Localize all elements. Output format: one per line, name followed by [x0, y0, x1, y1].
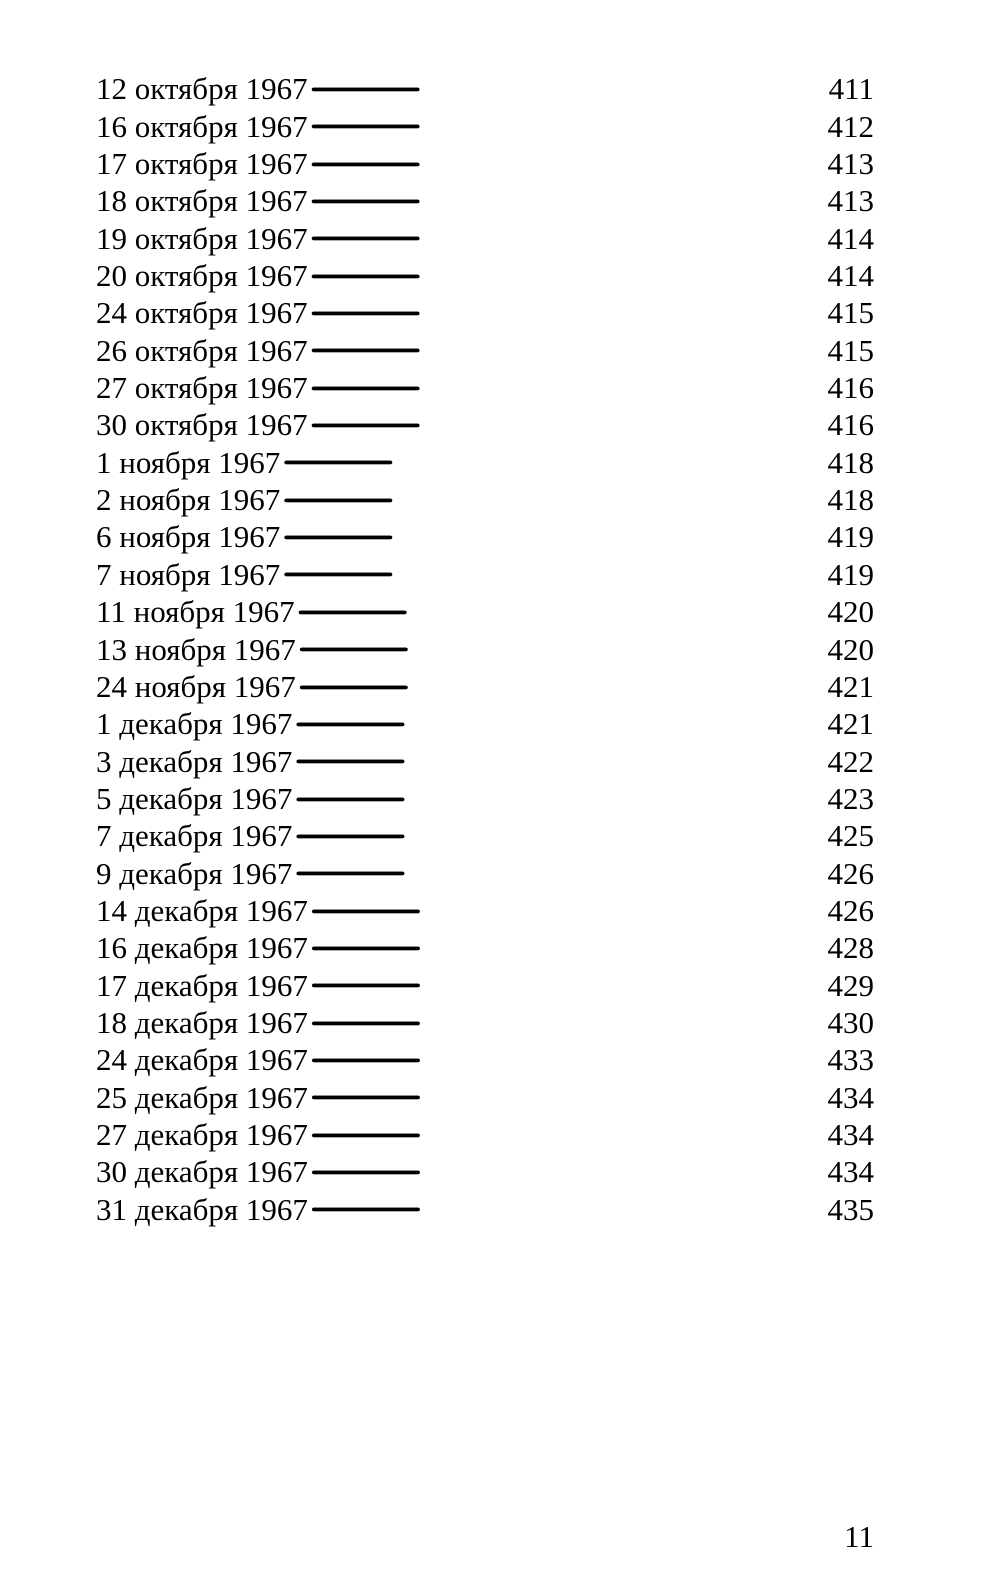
toc-entry-title: 16 октября 1967 — [96, 108, 308, 144]
dot-leader — [282, 547, 820, 584]
dot-leader — [310, 62, 820, 99]
toc-entry-page: 420 — [827, 594, 874, 630]
dot-leader — [310, 286, 820, 323]
toc-entry-page: 425 — [827, 818, 874, 854]
toc-entry-title: 12 октября 1967 — [96, 71, 308, 107]
toc-entry-page: 419 — [827, 556, 874, 592]
page-number: 11 — [844, 1519, 874, 1554]
toc-entry-title: 7 ноября 1967 — [96, 556, 281, 592]
toc-entry-page: 413 — [827, 183, 874, 219]
table-of-contents — [96, 62, 874, 1227]
toc-entry-title: 16 декабря 1967 — [96, 930, 308, 966]
dot-leader — [310, 361, 820, 398]
toc-entry-page: 423 — [827, 780, 874, 816]
toc-entry-page: 428 — [827, 930, 874, 966]
dot-leader — [310, 958, 820, 995]
toc-entry-title: 30 декабря 1967 — [96, 1154, 308, 1190]
toc-entry-page: 433 — [827, 1042, 874, 1078]
toc-entry-title: 5 декабря 1967 — [96, 780, 293, 816]
toc-entry-page: 426 — [827, 855, 874, 891]
toc-entry-page: 414 — [827, 258, 874, 294]
toc-entry-page: 421 — [827, 668, 874, 704]
toc-entry-page: 416 — [827, 407, 874, 443]
toc-entry-page: 412 — [827, 108, 874, 144]
dot-leader — [294, 697, 820, 734]
toc-entry[interactable] — [96, 62, 874, 107]
dot-leader — [294, 846, 820, 883]
toc-entry-title: 3 декабря 1967 — [96, 743, 293, 779]
dot-leader — [298, 622, 820, 659]
toc-entry-title: 17 октября 1967 — [96, 146, 308, 182]
toc-entry-title: 1 декабря 1967 — [96, 706, 293, 742]
toc-entry-title: 20 октября 1967 — [96, 258, 308, 294]
toc-entry-title: 7 декабря 1967 — [96, 818, 293, 854]
toc-entry-title: 6 ноября 1967 — [96, 519, 281, 555]
toc-entry-page: 419 — [827, 519, 874, 555]
dot-leader — [310, 137, 820, 174]
toc-entry-title: 9 декабря 1967 — [96, 855, 293, 891]
dot-leader — [310, 249, 820, 286]
toc-entry-page: 422 — [827, 743, 874, 779]
toc-entry-title: 24 ноября 1967 — [96, 668, 296, 704]
dot-leader — [294, 734, 820, 771]
toc-entry-title: 27 декабря 1967 — [96, 1116, 308, 1152]
toc-entry-title: 24 октября 1967 — [96, 295, 308, 331]
toc-entry-page: 434 — [827, 1116, 874, 1152]
dot-leader — [310, 99, 820, 136]
toc-entry-page: 414 — [827, 220, 874, 256]
toc-entry-title: 25 декабря 1967 — [96, 1079, 308, 1115]
toc-entry-page: 429 — [827, 967, 874, 1003]
dot-leader — [282, 435, 820, 472]
toc-entry-page: 413 — [827, 146, 874, 182]
toc-entry-title: 18 октября 1967 — [96, 183, 308, 219]
toc-entry-page: 420 — [827, 631, 874, 667]
dot-leader — [297, 585, 820, 622]
dot-leader — [310, 323, 820, 360]
toc-entry-title: 30 октября 1967 — [96, 407, 308, 443]
dot-leader — [310, 996, 820, 1033]
toc-entry-page: 421 — [827, 706, 874, 742]
toc-entry-page: 435 — [827, 1191, 874, 1227]
dot-leader — [298, 660, 820, 697]
dot-leader — [310, 1108, 820, 1145]
dot-leader — [294, 772, 820, 809]
toc-entry-page: 416 — [827, 370, 874, 406]
dot-leader — [310, 1145, 820, 1182]
toc-entry-page: 434 — [827, 1154, 874, 1190]
toc-entry-title: 18 декабря 1967 — [96, 1004, 308, 1040]
dot-leader — [310, 1033, 820, 1070]
toc-entry-page: 426 — [827, 892, 874, 928]
dot-leader — [310, 1070, 820, 1107]
toc-entry-title: 1 ноября 1967 — [96, 444, 281, 480]
toc-entry-page: 415 — [827, 332, 874, 368]
toc-entry-page: 434 — [827, 1079, 874, 1115]
dot-leader — [310, 211, 820, 248]
toc-entry-title: 31 декабря 1967 — [96, 1191, 308, 1227]
toc-entry-title: 14 декабря 1967 — [96, 892, 308, 928]
toc-entry-page: 415 — [827, 295, 874, 331]
dot-leader — [310, 884, 820, 921]
toc-entry-title: 17 декабря 1967 — [96, 967, 308, 1003]
toc-entry-title: 24 декабря 1967 — [96, 1042, 308, 1078]
toc-entry-page: 411 — [828, 71, 874, 107]
dot-leader — [310, 398, 820, 435]
toc-entry-page: 418 — [827, 444, 874, 480]
toc-entry-title: 27 октября 1967 — [96, 370, 308, 406]
dot-leader — [310, 174, 820, 211]
toc-entry-title: 11 ноября 1967 — [96, 594, 295, 630]
toc-entry-page: 418 — [827, 482, 874, 518]
toc-entry-title: 19 октября 1967 — [96, 220, 308, 256]
dot-leader — [282, 510, 820, 547]
toc-entry-title: 13 ноября 1967 — [96, 631, 296, 667]
dot-leader — [310, 921, 820, 958]
toc-entry-title: 26 октября 1967 — [96, 332, 308, 368]
toc-entry-title: 2 ноября 1967 — [96, 482, 281, 518]
dot-leader — [310, 1182, 820, 1219]
dot-leader — [294, 809, 820, 846]
toc-entry-page: 430 — [827, 1004, 874, 1040]
dot-leader — [282, 473, 820, 510]
